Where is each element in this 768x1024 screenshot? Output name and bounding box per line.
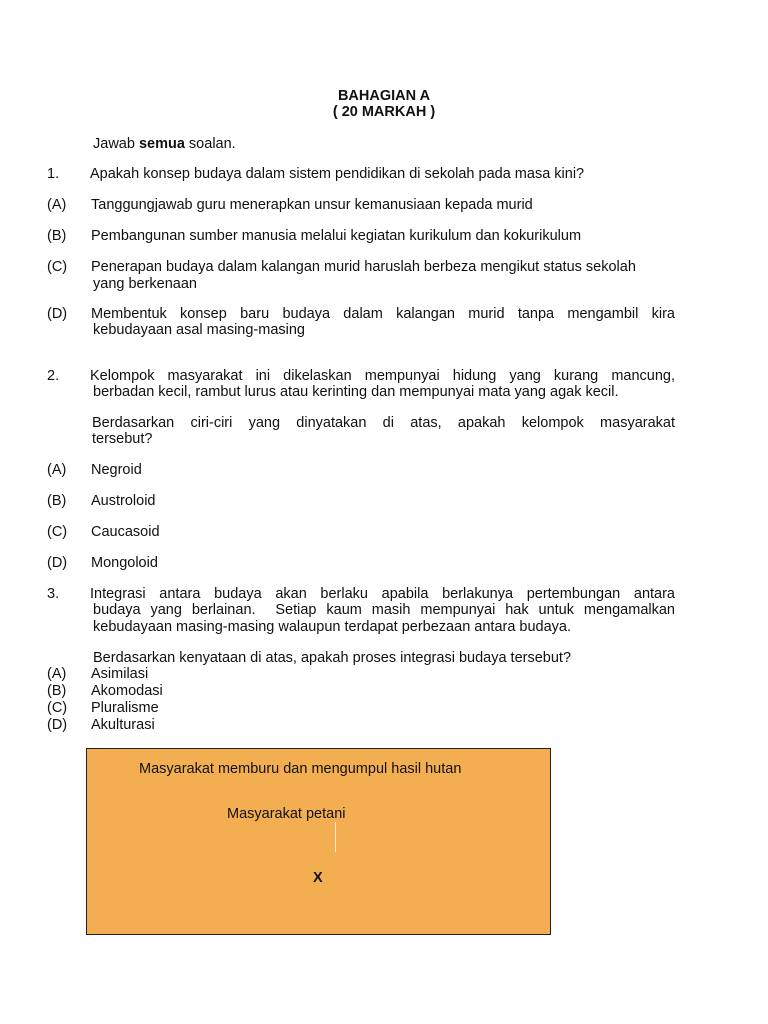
q3-line1: Integrasi antara budaya akan berlaku apabila berlakunya pertembungan antara [90,586,675,602]
q3-option-d-label: (D) [47,717,68,733]
q1-number: 1. [47,166,60,182]
q1-option-d-line1: Membentuk konsep baru budaya dalam kalangan murid tanpa mengambil kira [91,306,675,322]
q1-option-c-label: (C) [47,259,68,275]
q2-option-a-text: Negroid [91,462,142,478]
diagram-connector-line [335,822,336,852]
instruction-suffix: soalan. [184,136,236,152]
q1-option-c-line2: yang berkenaan [93,276,197,292]
marks-label: ( 20 MARKAH ) [332,104,436,120]
q2-prompt-line2: tersebut? [92,431,153,447]
q1-text: Apakah konsep budaya dalam sistem pendidikan di sekolah pada masa kini? [90,166,585,182]
diagram-farmer-label: Masyarakat petani [227,806,346,822]
q2-line1: Kelompok masyarakat ini dikelaskan mempunyai hidung yang kurang mancung, [90,368,675,384]
q3-number: 3. [47,586,60,602]
q2-prompt-line1: Berdasarkan ciri-ciri yang dinyatakan di atas, apakah kelompok masyarakat [92,415,675,431]
diagram-hunter-gatherer-label: Masyarakat memburu dan mengumpul hasil hutan [139,761,462,777]
q3-line2: budaya yang berlainan. Setiap kaum masih mempunyai hak untuk mengamalkan [93,602,675,618]
diagram-x-label: X [313,870,323,886]
q3-line3: kebudayaan masing-masing walaupun terdapat perbezaan antara budaya. [93,619,572,635]
instruction-prefix: Jawab [93,136,139,152]
q2-number: 2. [47,368,60,384]
q2-option-c-text: Caucasoid [91,524,160,540]
q1-option-c-line1: Penerapan budaya dalam kalangan murid haruslah berbeza mengikut status sekolah [91,259,636,275]
q2-line2: berbadan kecil, rambut lurus atau kerinting dan mempunyai mata yang agak kecil. [93,384,619,400]
q3-option-d-text: Akulturasi [91,717,155,733]
q2-option-c-label: (C) [47,524,68,540]
q3-option-a-label: (A) [47,666,67,682]
q2-option-a-label: (A) [47,462,67,478]
q3-option-c-text: Pluralisme [91,700,159,716]
q2-option-d-text: Mongoloid [91,555,158,571]
q2-option-b-label: (B) [47,493,67,509]
diagram-box [86,748,551,935]
q3-prompt: Berdasarkan kenyataan di atas, apakah proses integrasi budaya tersebut? [93,650,572,666]
q1-option-b-label: (B) [47,228,67,244]
q1-option-d-label: (D) [47,306,68,322]
q3-option-a-text: Asimilasi [91,666,149,682]
q2-option-d-label: (D) [47,555,68,571]
q2-option-b-text: Austroloid [91,493,156,509]
q3-option-c-label: (C) [47,700,68,716]
q1-option-a-text: Tanggungjawab guru menerapkan unsur kemanusiaan kepada murid [91,197,533,213]
q3-option-b-label: (B) [47,683,67,699]
instruction-bold: semua [138,136,185,152]
q1-option-d-line2: kebudayaan asal masing-masing [93,322,305,338]
q3-option-b-text: Akomodasi [91,683,163,699]
section-title: BAHAGIAN A [337,88,431,104]
q1-option-b-text: Pembangunan sumber manusia melalui kegiatan kurikulum dan kokurikulum [91,228,582,244]
instruction [93,136,236,153]
q1-option-a-label: (A) [47,197,67,213]
